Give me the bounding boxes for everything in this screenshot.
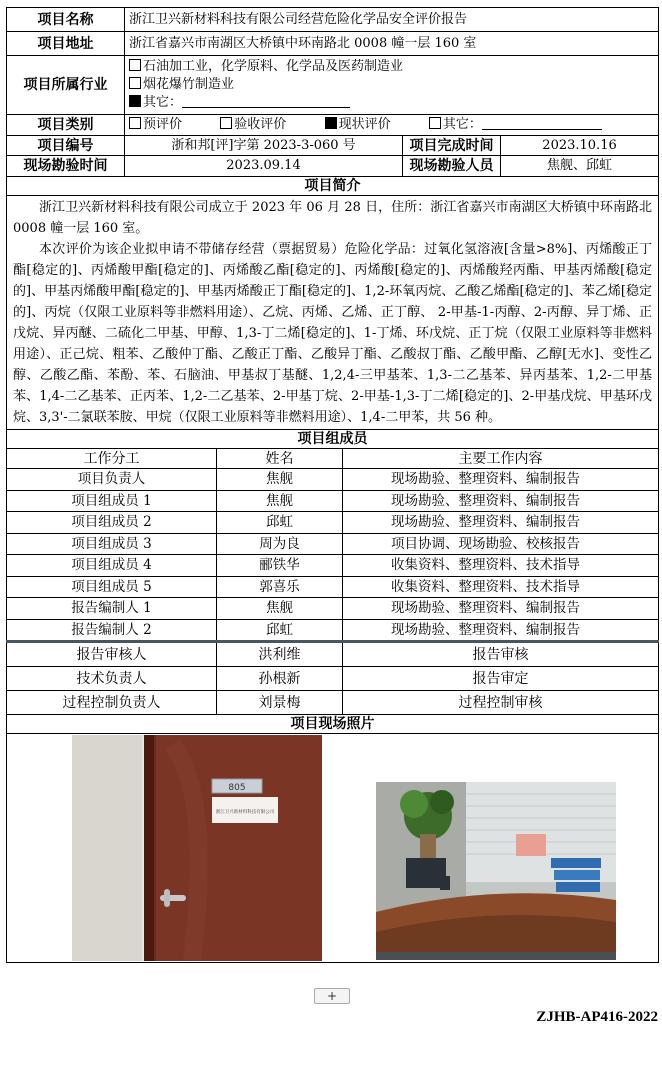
review-name: 孙根新 — [217, 667, 343, 691]
team-role: 项目负责人 — [7, 469, 217, 491]
checkbox-checked-icon — [325, 117, 337, 129]
type-options — [125, 115, 659, 136]
team-table — [6, 448, 659, 963]
blank-line — [482, 116, 602, 130]
team-work: 现场勘验、整理资料、编制报告 — [343, 469, 659, 491]
team-title: 项目组成员 — [7, 430, 659, 449]
checkbox-icon — [129, 117, 141, 129]
survey-time: 2023.09.14 — [125, 156, 403, 177]
project-info-table — [6, 7, 659, 449]
photos-title: 项目现场照片 — [7, 715, 659, 734]
checkbox-icon — [429, 117, 441, 129]
project-number: 浙和邦[评]字第 2023-3-060 号 — [125, 136, 403, 156]
industry-option-other[interactable]: 其它： — [129, 94, 654, 112]
industry-option-2[interactable]: 烟花爆竹制造业 — [129, 76, 654, 94]
project-name-label: 项目名称 — [7, 8, 125, 32]
completion-date: 2023.10.16 — [501, 136, 659, 156]
team-role: 项目组成员 2 — [7, 512, 217, 534]
review-role: 技术负责人 — [7, 667, 217, 691]
team-role: 项目组成员 4 — [7, 555, 217, 577]
photos-cell — [7, 734, 659, 963]
type-option-acceptance[interactable]: 验收评价 — [220, 117, 286, 132]
team-row — [7, 490, 659, 512]
type-option-current[interactable]: 现状评价 — [325, 117, 391, 132]
industry-options — [125, 56, 659, 115]
report-sheet — [6, 7, 658, 963]
review-work: 过程控制审核 — [343, 691, 659, 715]
number-label: 项目编号 — [7, 136, 125, 156]
team-name: 邱虹 — [217, 512, 343, 534]
svg-text:浙江卫兴新材料科技有限公司: 浙江卫兴新材料科技有限公司 — [215, 810, 275, 815]
team-row — [7, 469, 659, 491]
team-work: 现场勘验、整理资料、编制报告 — [343, 512, 659, 534]
industry-option-1[interactable]: 石油加工业，化学原料、化学品及医药制造业 — [129, 58, 654, 76]
review-row — [7, 667, 659, 691]
team-work: 收集资料、整理资料、技术指导 — [343, 555, 659, 577]
checkbox-icon — [129, 59, 141, 71]
team-work: 现场勘验、整理资料、编制报告 — [343, 490, 659, 512]
team-header-role: 工作分工 — [7, 449, 217, 469]
industry-label: 项目所属行业 — [7, 56, 125, 115]
team-row — [7, 619, 659, 642]
review-row — [7, 691, 659, 715]
review-work: 报告审定 — [343, 667, 659, 691]
team-header-name: 姓名 — [217, 449, 343, 469]
review-row — [7, 642, 659, 667]
team-row — [7, 576, 659, 598]
team-header-work: 主要工作内容 — [343, 449, 659, 469]
type-label: 项目类别 — [7, 115, 125, 136]
intro-body — [7, 196, 659, 430]
team-name: 焦舰 — [217, 490, 343, 512]
project-name: 浙江卫兴新材料科技有限公司经营危险化学品安全评价报告 — [125, 8, 659, 32]
checkbox-checked-icon — [129, 95, 141, 107]
completion-label: 项目完成时间 — [403, 136, 501, 156]
team-role: 项目组成员 1 — [7, 490, 217, 512]
surveyor-label: 现场勘验人员 — [403, 156, 501, 177]
team-row — [7, 512, 659, 534]
blank-line — [182, 94, 350, 108]
review-name: 洪利维 — [217, 642, 343, 667]
checkbox-icon — [129, 77, 141, 89]
team-work: 项目协调、现场勘验、校核报告 — [343, 533, 659, 555]
type-option-other[interactable]: 其它： — [429, 117, 602, 132]
intro-paragraph-2: 本次评价为该企业拟申请不带储存经营（票据贸易）危险化学品：过氧化氢溶液[含量>8%]、丙烯酸正丁酯[稳定的]、丙烯酸甲酯[稳定的]、丙烯酸乙酯[稳定的]、丙烯酸[稳定的]、丙烯酸羟丙酯、甲基丙烯酸[稳定的]、甲基丙烯酸甲酯[稳定的]、甲基丙烯酸正丁酯[稳定的]、1,2-环氧丙烷、乙酸乙烯酯[稳定的]、苯乙烯[稳定的]、丙烷（仅限工业原料等非燃料用途）、乙烷、丙烯、乙烯、正丁醇、 2-甲基-1-丙醇、2-丙醇、异丁烯、正戊烷、异丙醚、二硫化二甲基、甲醇、1,3-丁二烯[稳定的]、1-丁烯、环戊烷、正丁烷（仅限工业原料等非燃料用途）、正己烷、粗苯、乙酸仲丁酯、乙酸正丁酯、乙酸异丁酯、乙酸叔丁酯、乙酸甲酯、乙醇[无水]、变性乙醇、乙酸乙酯、苯酚、苯、石脑油、甲基叔丁基醚、1,2,4-三甲基苯、1,3-二乙基苯、异丙基苯、1,2-二甲基苯、1,4-二乙基苯、正丙苯、1,2-二乙基苯、2-甲基丁烷、2-甲基-1,3-丁二烯[稳定的]、2-甲基戊烷、甲基环戊烷、3,3'-二氯联苯胺、甲烷（仅限工业原料等非燃料用途）、1,4-二甲苯，共 56 种。 — [13, 242, 653, 425]
checkbox-icon — [220, 117, 232, 129]
team-row — [7, 598, 659, 620]
review-work: 报告审核 — [343, 642, 659, 667]
office-interior-photo — [376, 782, 616, 960]
team-work: 现场勘验、整理资料、编制报告 — [343, 598, 659, 620]
team-role: 项目组成员 3 — [7, 533, 217, 555]
team-name: 周为良 — [217, 533, 343, 555]
team-name: 焦舰 — [217, 469, 343, 491]
team-row — [7, 533, 659, 555]
office-door-photo — [72, 735, 322, 961]
team-name: 郦铁华 — [217, 555, 343, 577]
intro-title: 项目简介 — [7, 177, 659, 196]
intro-paragraph-1: 浙江卫兴新材料科技有限公司成立于 2023 年 06 月 28 日，住所：浙江省嘉兴市南湖区大桥镇中环南路北 0008 幢一层 160 室。 — [13, 200, 653, 236]
team-role: 项目组成员 5 — [7, 576, 217, 598]
project-address-label: 项目地址 — [7, 32, 125, 56]
review-role: 报告审核人 — [7, 642, 217, 667]
survey-time-label: 现场勘验时间 — [7, 156, 125, 177]
team-row — [7, 555, 659, 577]
document-code: ZJHB-AP416-2022 — [536, 1009, 658, 1025]
team-name: 焦舰 — [217, 598, 343, 620]
team-work: 现场勘验、整理资料、编制报告 — [343, 619, 659, 642]
team-name: 郭喜乐 — [217, 576, 343, 598]
team-name: 邱虹 — [217, 619, 343, 642]
surveyors: 焦舰、邱虹 — [501, 156, 659, 177]
review-role: 过程控制负责人 — [7, 691, 217, 715]
team-role: 报告编制人 1 — [7, 598, 217, 620]
expand-button[interactable]: + — [314, 988, 350, 1004]
project-address: 浙江省嘉兴市南湖区大桥镇中环南路北 0008 幢一层 160 室 — [125, 32, 659, 56]
review-name: 刘景梅 — [217, 691, 343, 715]
type-option-pre[interactable]: 预评价 — [129, 117, 182, 132]
svg-text:805: 805 — [228, 783, 246, 793]
team-work: 收集资料、整理资料、技术指导 — [343, 576, 659, 598]
team-role: 报告编制人 2 — [7, 619, 217, 642]
